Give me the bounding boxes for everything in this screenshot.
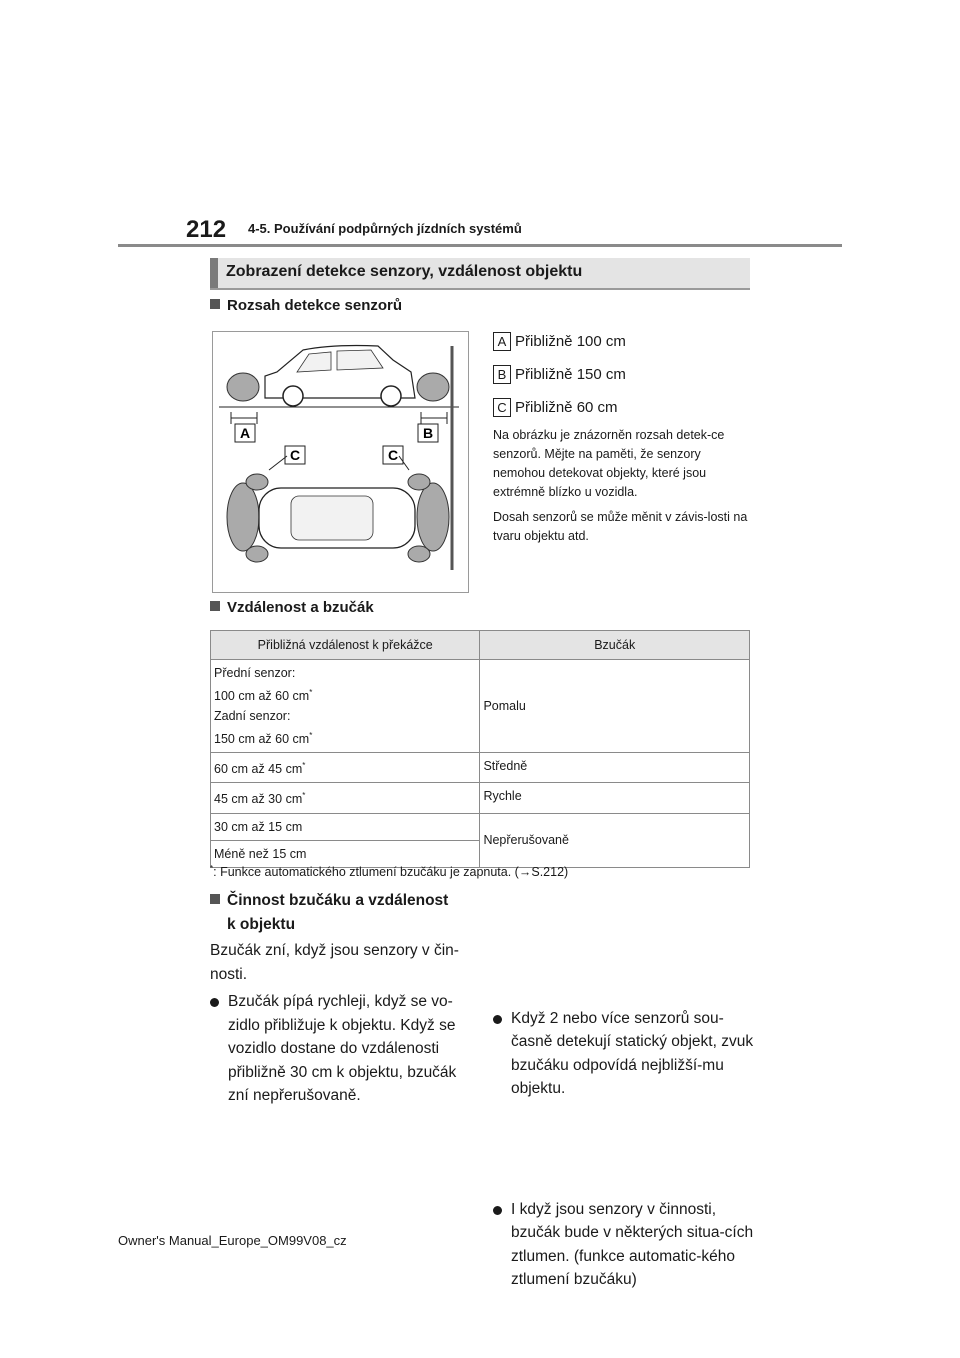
bullet-item: Bzučák pípá rychleji, když se vo-zidlo přibližuje k objektu. Když se vozidlo dostane do vzdálenosti přibližně 30 cm k objektu, bzučák zní nepřerušovaně. (210, 990, 476, 1108)
table-row (211, 783, 750, 813)
footer-doc-id: Owner's Manual_Europe_OM99V08_cz (118, 1233, 347, 1248)
distance-heading: Vzdálenost a bzučák (210, 599, 374, 616)
page-title: Zobrazení detekce senzory, vzdálenost objektu (226, 263, 583, 280)
front-detection-zone-side (417, 373, 449, 401)
table-footnote: *: Funkce automatického ztlumení bzučáku je zapnuta. (→S.212) (210, 864, 569, 880)
figure-note: Dosah senzorů se může měnit v závis-losti na tvaru objektu atd. (493, 510, 748, 543)
table-cell: Pomalu (480, 660, 750, 753)
column-header: Přibližná vzdálenost k překážce (211, 631, 480, 660)
rear-detection-zone-side (227, 373, 259, 401)
legend-item-c: C Přibližně 60 cm (493, 398, 618, 417)
sensor-range-figure (212, 331, 469, 593)
table-cell: Středně (480, 753, 750, 783)
legend-item-b: B Přibližně 150 cm (493, 365, 626, 384)
label-b: B (422, 425, 434, 441)
table-row (211, 660, 750, 753)
table-cell: 45 cm až 30 cm* (211, 783, 480, 813)
car-top-roof (291, 496, 373, 540)
legend-key: A (493, 332, 511, 351)
legend-item-a: A Přibližně 100 cm (493, 332, 626, 351)
front-wheel (381, 386, 401, 406)
table-row (211, 753, 750, 783)
table-cell: 60 cm až 45 cm* (211, 753, 480, 783)
square-bullet-icon (210, 299, 220, 309)
rear-wheel (283, 386, 303, 406)
front-detection-zone-top (417, 483, 449, 551)
rear-detection-zone-top (227, 483, 259, 551)
section-header: 4-5. Používání podpůrných jízdních systémů (248, 221, 522, 236)
label-a: A (239, 425, 251, 441)
figure-note: Na obrázku je znázorněn rozsah detek-ce senzorů. Mějte na paměti, že senzory nemohou detekovat objekty, které jsou extrémně blízko u vozidla. (493, 428, 725, 499)
label-c-right: C (387, 447, 399, 463)
table-cell: Méně než 15 cm (211, 840, 480, 867)
bullet-item: I když jsou senzory v činnosti, bzučák bude v některých situa-cích ztlumen. (funkce automatic-kého ztlumení bzučáku) (493, 1198, 759, 1292)
label-c-left: C (289, 447, 301, 463)
table-cell: 30 cm až 15 cm (211, 813, 480, 840)
table-header-row (211, 631, 750, 660)
column-header: Bzučák (480, 631, 750, 660)
table-cell: Přední senzor: 100 cm až 60 cm* Zadní senzor: 150 cm až 60 cm* (211, 660, 480, 753)
intro-paragraph: Bzučák zní, když jsou senzory v čin-nosti. (210, 942, 459, 983)
table-cell: Rychle (480, 783, 750, 813)
distance-buzzer-table (210, 630, 750, 868)
legend-key: C (493, 398, 511, 417)
sensor-diagram (213, 332, 468, 592)
table-row (211, 813, 750, 840)
page-number: 212 (186, 216, 227, 243)
square-bullet-icon (210, 894, 220, 904)
legend-key: B (493, 365, 511, 384)
bullet-item: Když 2 nebo více senzorů sou-časně detekují statický objekt, zvuk bzučáku odpovídá nejbližší-mu objektu. (493, 1007, 759, 1101)
header-divider (118, 244, 842, 247)
square-bullet-icon (210, 601, 220, 611)
operation-heading: Činnost bzučáku a vzdálenost k objektu (210, 889, 472, 936)
table-cell: Nepřerušovaně (480, 813, 750, 867)
figure-notes (493, 426, 755, 552)
title-accent (210, 258, 218, 288)
title-bar (210, 258, 750, 290)
range-heading: Rozsah detekce senzorů (210, 297, 402, 314)
